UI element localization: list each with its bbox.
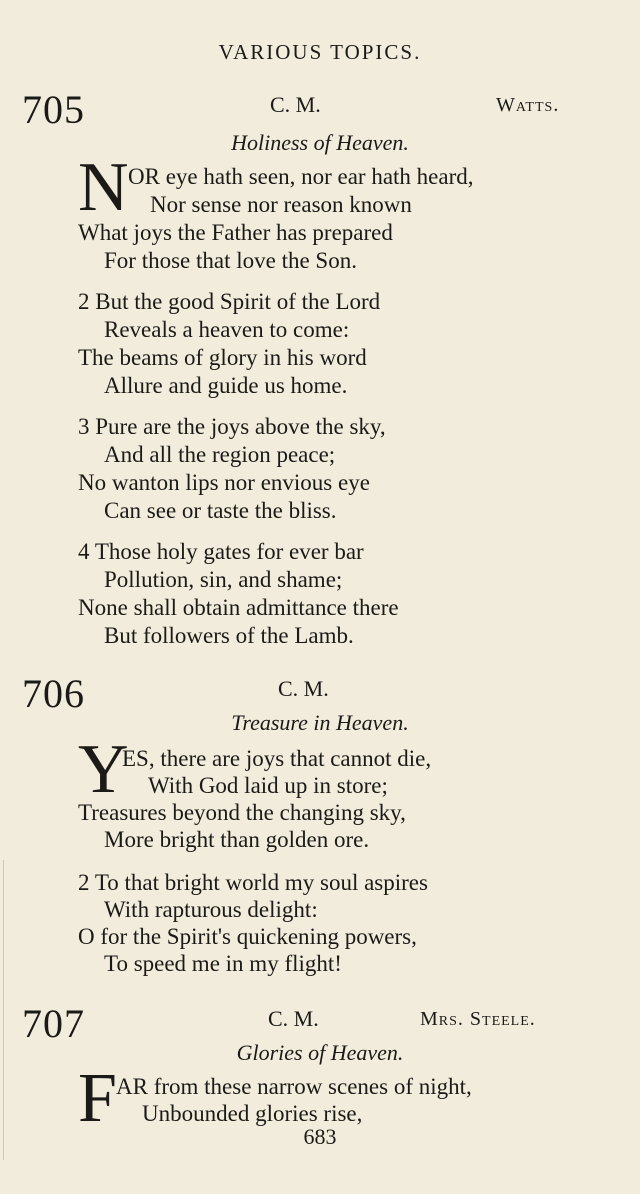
verse-line: ES, there are joys that cannot die, xyxy=(122,746,432,771)
hymn-meter: C. M. xyxy=(278,676,329,701)
hymn-title: Holiness of Heaven. xyxy=(231,130,409,155)
verse-line: Treasures beyond the changing sky, xyxy=(78,800,406,825)
verse-line: What joys the Father has prepared xyxy=(78,220,393,245)
verse-line: Can see or taste the bliss. xyxy=(104,498,337,523)
verse-line: For those that love the Son. xyxy=(104,248,357,273)
hymn-title: Treasure in Heaven. xyxy=(231,710,409,735)
verse-line: With God laid up in store; xyxy=(148,773,388,798)
verse-line: To speed me in my flight! xyxy=(104,951,342,976)
drop-cap: Y xyxy=(78,731,129,808)
verse-line: Unbounded glories rise, xyxy=(142,1101,363,1126)
hymn-number: 707 xyxy=(22,1001,85,1046)
page-number: 683 xyxy=(303,1124,337,1149)
verse-line: 2 To that bright world my soul aspires xyxy=(78,870,428,895)
verse-line: OR eye hath seen, nor ear hath heard, xyxy=(128,164,474,189)
hymn-author: Mrs. Steele. xyxy=(420,1008,536,1030)
hymn-title: Glories of Heaven. xyxy=(236,1040,404,1065)
hymn-705-header xyxy=(0,86,640,132)
binding-edge xyxy=(3,860,4,1160)
drop-cap: N xyxy=(78,149,129,226)
verse-line: Allure and guide us home. xyxy=(104,373,348,398)
verse-line: None shall obtain admittance there xyxy=(78,595,399,620)
verse-line: 3 Pure are the joys above the sky, xyxy=(78,414,386,439)
verse-line: 4 Those holy gates for ever bar xyxy=(78,539,364,564)
verse-line: 2 But the good Spirit of the Lord xyxy=(78,289,381,314)
running-head: VARIOUS TOPICS. xyxy=(218,40,422,64)
verse-line: No wanton lips nor envious eye xyxy=(78,470,370,495)
verse-line: The beams of glory in his word xyxy=(78,345,367,370)
verse-line: Pollution, sin, and shame; xyxy=(104,567,343,592)
verse-line: But followers of the Lamb. xyxy=(104,623,354,648)
verse-line: With rapturous delight: xyxy=(104,897,318,922)
verse-line: O for the Spirit's quickening powers, xyxy=(78,924,417,949)
hymn-number: 705 xyxy=(22,87,85,132)
hymn-number: 706 xyxy=(22,671,85,716)
verse-line: And all the region peace; xyxy=(104,442,336,467)
verse-line: AR from these narrow scenes of night, xyxy=(116,1074,472,1099)
hymn-meter: C. M. xyxy=(268,1006,319,1031)
hymn-meter: C. M. xyxy=(270,92,321,117)
verse-line: Nor sense nor reason known xyxy=(150,192,412,217)
drop-cap: F xyxy=(78,1060,117,1137)
verse-line: More bright than golden ore. xyxy=(104,827,370,852)
verse-line: Reveals a heaven to come: xyxy=(104,317,350,342)
hymn-author: Watts. xyxy=(496,94,560,116)
